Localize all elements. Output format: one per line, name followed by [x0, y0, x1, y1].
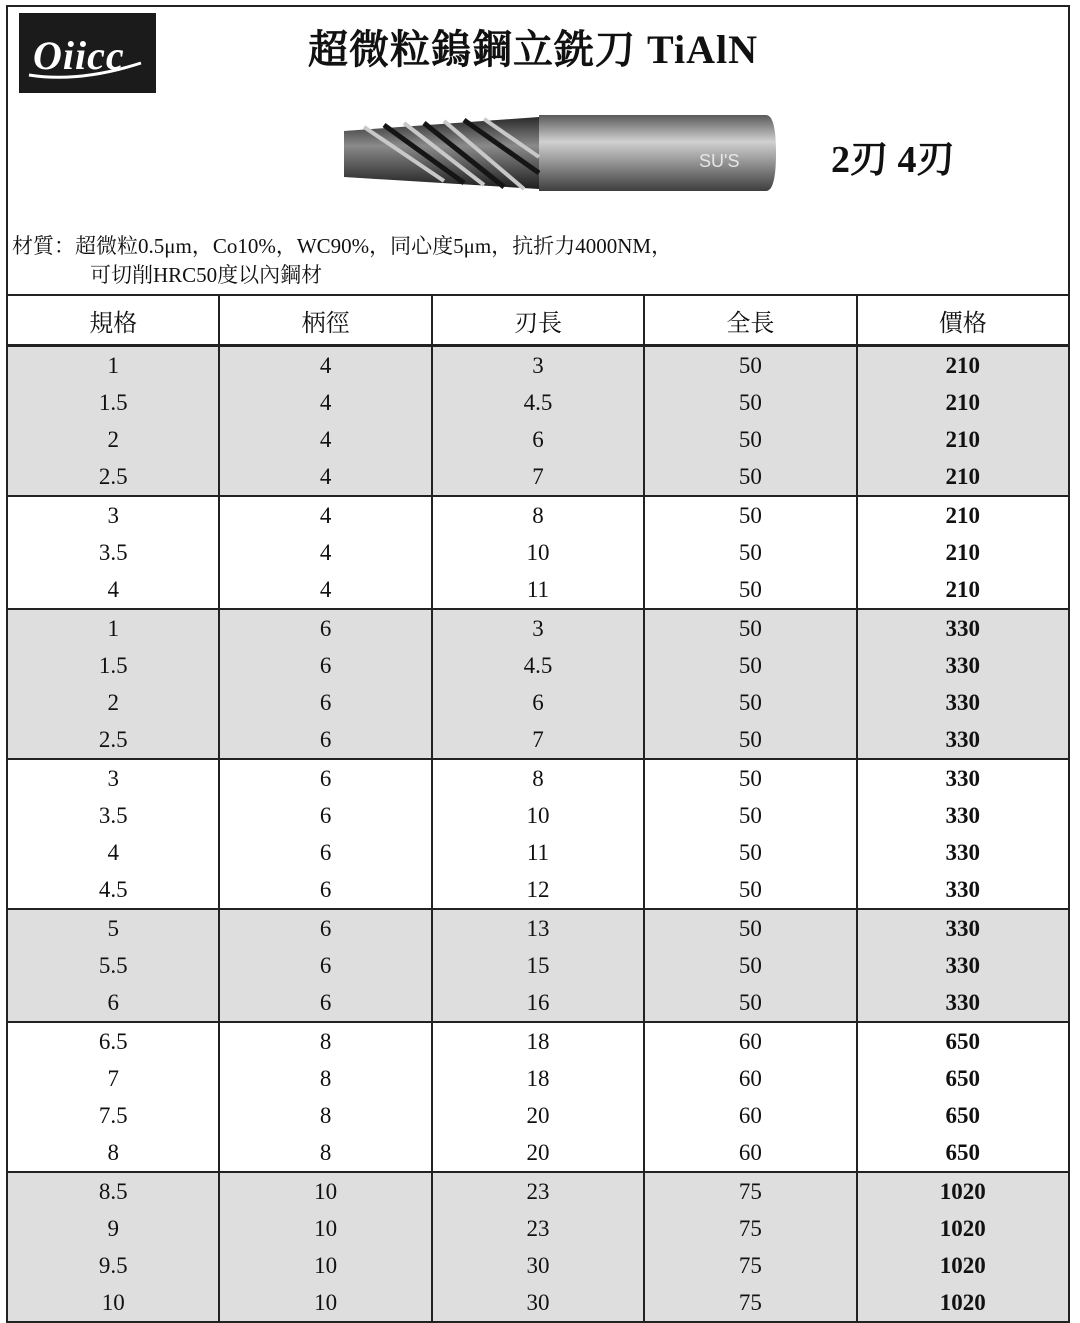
- cell-cut-length: 7: [432, 458, 644, 496]
- cell-spec: 3.5: [7, 534, 219, 571]
- cell-shank-dia: 4: [219, 458, 431, 496]
- cell-shank-dia: 6: [219, 759, 431, 797]
- cell-overall-length: 50: [644, 346, 856, 385]
- cell-shank-dia: 6: [219, 871, 431, 909]
- cell-spec: 3: [7, 759, 219, 797]
- cell-price: 330: [857, 609, 1069, 647]
- table-row: [7, 721, 1069, 759]
- cell-spec: 1: [7, 346, 219, 385]
- cell-spec: 8: [7, 1134, 219, 1172]
- cell-spec: 5: [7, 909, 219, 947]
- svg-text:Oiicc: Oiicc: [33, 33, 125, 78]
- cell-shank-dia: 4: [219, 421, 431, 458]
- cell-cut-length: 30: [432, 1247, 644, 1284]
- cell-cut-length: 23: [432, 1172, 644, 1210]
- cell-shank-dia: 8: [219, 1060, 431, 1097]
- cell-shank-dia: 8: [219, 1022, 431, 1060]
- cell-shank-dia: 8: [219, 1134, 431, 1172]
- cell-price: 330: [857, 871, 1069, 909]
- cell-shank-dia: 6: [219, 984, 431, 1022]
- cell-shank-dia: 10: [219, 1247, 431, 1284]
- cell-spec: 7: [7, 1060, 219, 1097]
- cell-overall-length: 60: [644, 1060, 856, 1097]
- cell-spec: 9: [7, 1210, 219, 1247]
- table-row: [7, 1284, 1069, 1322]
- header-row: [7, 295, 1069, 346]
- cell-shank-dia: 6: [219, 834, 431, 871]
- cell-overall-length: 50: [644, 834, 856, 871]
- material-line-2: 可切削HRC50度以內鋼材: [90, 263, 323, 287]
- table-row: [7, 984, 1069, 1022]
- cell-price: 330: [857, 684, 1069, 721]
- cell-price: 330: [857, 797, 1069, 834]
- cell-overall-length: 50: [644, 496, 856, 534]
- cell-spec: 5.5: [7, 947, 219, 984]
- table-row: [7, 534, 1069, 571]
- cell-cut-length: 11: [432, 834, 644, 871]
- cell-spec: 2.5: [7, 458, 219, 496]
- table-row: [7, 421, 1069, 458]
- table-row: [7, 1172, 1069, 1210]
- header-cut-length: 刃長: [432, 295, 644, 346]
- cell-price: 650: [857, 1134, 1069, 1172]
- table-row: [7, 496, 1069, 534]
- cell-spec: 1.5: [7, 384, 219, 421]
- cell-cut-length: 10: [432, 534, 644, 571]
- cell-overall-length: 50: [644, 421, 856, 458]
- cell-cut-length: 13: [432, 909, 644, 947]
- cell-overall-length: 75: [644, 1210, 856, 1247]
- table-row: [7, 871, 1069, 909]
- cell-spec: 7.5: [7, 1097, 219, 1134]
- cell-spec: 4: [7, 834, 219, 871]
- cell-shank-dia: 4: [219, 571, 431, 609]
- table-row: [7, 1247, 1069, 1284]
- cell-price: 330: [857, 947, 1069, 984]
- flute-count-label: 2刃 4刃: [831, 139, 955, 181]
- cell-overall-length: 50: [644, 721, 856, 759]
- cell-overall-length: 50: [644, 647, 856, 684]
- cell-shank-dia: 4: [219, 384, 431, 421]
- cell-spec: 1.5: [7, 647, 219, 684]
- cell-shank-dia: 6: [219, 684, 431, 721]
- cell-price: 330: [857, 759, 1069, 797]
- cell-overall-length: 50: [644, 947, 856, 984]
- brand-logo: [19, 13, 156, 93]
- cell-overall-length: 60: [644, 1134, 856, 1172]
- cell-price: 330: [857, 909, 1069, 947]
- cell-spec: 9.5: [7, 1247, 219, 1284]
- cell-cut-length: 12: [432, 871, 644, 909]
- cell-spec: 3.5: [7, 797, 219, 834]
- table-row: [7, 1097, 1069, 1134]
- cell-cut-length: 30: [432, 1284, 644, 1322]
- cell-cut-length: 3: [432, 346, 644, 385]
- cell-overall-length: 50: [644, 797, 856, 834]
- table-row: [7, 1022, 1069, 1060]
- cell-price: 1020: [857, 1284, 1069, 1322]
- spec-table: [6, 294, 1070, 1323]
- table-row: [7, 947, 1069, 984]
- cell-spec: 8.5: [7, 1172, 219, 1210]
- table-row: [7, 609, 1069, 647]
- cell-overall-length: 50: [644, 534, 856, 571]
- table-row: [7, 384, 1069, 421]
- cell-shank-dia: 10: [219, 1210, 431, 1247]
- cell-price: 210: [857, 458, 1069, 496]
- cell-shank-dia: 6: [219, 909, 431, 947]
- table-row: [7, 571, 1069, 609]
- cell-spec: 2: [7, 684, 219, 721]
- cell-overall-length: 50: [644, 571, 856, 609]
- table-row: [7, 1060, 1069, 1097]
- cell-cut-length: 18: [432, 1022, 644, 1060]
- cell-cut-length: 20: [432, 1134, 644, 1172]
- cell-spec: 2.5: [7, 721, 219, 759]
- cell-cut-length: 11: [432, 571, 644, 609]
- cell-shank-dia: 8: [219, 1097, 431, 1134]
- cell-overall-length: 75: [644, 1172, 856, 1210]
- cell-overall-length: 50: [644, 684, 856, 721]
- cell-overall-length: 75: [644, 1247, 856, 1284]
- cell-spec: 2: [7, 421, 219, 458]
- cell-spec: 10: [7, 1284, 219, 1322]
- cell-spec: 6: [7, 984, 219, 1022]
- header-overall-length: 全長: [644, 295, 856, 346]
- table-row: [7, 684, 1069, 721]
- cell-price: 1020: [857, 1210, 1069, 1247]
- cell-cut-length: 8: [432, 496, 644, 534]
- cell-price: 1020: [857, 1172, 1069, 1210]
- cell-price: 210: [857, 384, 1069, 421]
- cell-cut-length: 7: [432, 721, 644, 759]
- cell-overall-length: 50: [644, 609, 856, 647]
- cell-cut-length: 4.5: [432, 384, 644, 421]
- cell-cut-length: 6: [432, 684, 644, 721]
- cell-overall-length: 60: [644, 1097, 856, 1134]
- cell-cut-length: 8: [432, 759, 644, 797]
- cell-price: 330: [857, 647, 1069, 684]
- cell-cut-length: 18: [432, 1060, 644, 1097]
- header-spec: 規格: [7, 295, 219, 346]
- cell-overall-length: 50: [644, 871, 856, 909]
- table-row: [7, 797, 1069, 834]
- tool-marking: SU'S: [699, 151, 740, 171]
- cell-overall-length: 75: [644, 1284, 856, 1322]
- cell-overall-length: 50: [644, 759, 856, 797]
- table-row: [7, 909, 1069, 947]
- cell-overall-length: 50: [644, 384, 856, 421]
- cell-shank-dia: 6: [219, 609, 431, 647]
- end-mill-image: [334, 111, 780, 200]
- cell-price: 210: [857, 496, 1069, 534]
- catalog-sheet: [6, 5, 1070, 1315]
- cell-spec: 3: [7, 496, 219, 534]
- table-row: [7, 458, 1069, 496]
- cell-cut-length: 16: [432, 984, 644, 1022]
- cell-shank-dia: 6: [219, 797, 431, 834]
- table-row: [7, 1134, 1069, 1172]
- cell-price: 330: [857, 834, 1069, 871]
- cell-overall-length: 50: [644, 458, 856, 496]
- cell-shank-dia: 6: [219, 647, 431, 684]
- table-row: [7, 346, 1069, 385]
- brand-logo-mark: [19, 13, 156, 93]
- cell-cut-length: 4.5: [432, 647, 644, 684]
- header-price: 價格: [857, 295, 1069, 346]
- cell-shank-dia: 6: [219, 947, 431, 984]
- cell-price: 650: [857, 1022, 1069, 1060]
- cell-overall-length: 50: [644, 984, 856, 1022]
- cell-price: 650: [857, 1060, 1069, 1097]
- cell-spec: 4: [7, 571, 219, 609]
- cell-price: 330: [857, 984, 1069, 1022]
- table-row: [7, 759, 1069, 797]
- cell-overall-length: 50: [644, 909, 856, 947]
- cell-shank-dia: 4: [219, 346, 431, 385]
- cell-price: 650: [857, 1097, 1069, 1134]
- cell-price: 210: [857, 571, 1069, 609]
- header-shank-dia: 柄徑: [219, 295, 431, 346]
- cell-cut-length: 23: [432, 1210, 644, 1247]
- cell-shank-dia: 4: [219, 534, 431, 571]
- cell-shank-dia: 6: [219, 721, 431, 759]
- cell-shank-dia: 4: [219, 496, 431, 534]
- table-row: [7, 647, 1069, 684]
- cell-cut-length: 10: [432, 797, 644, 834]
- cell-price: 330: [857, 721, 1069, 759]
- cell-spec: 1: [7, 609, 219, 647]
- cell-price: 210: [857, 421, 1069, 458]
- table-row: [7, 1210, 1069, 1247]
- table-row: [7, 834, 1069, 871]
- page-title: 超微粒鎢鋼立銑刀 TiAlN: [308, 27, 758, 72]
- cell-cut-length: 15: [432, 947, 644, 984]
- cell-shank-dia: 10: [219, 1172, 431, 1210]
- cell-spec: 4.5: [7, 871, 219, 909]
- cell-cut-length: 20: [432, 1097, 644, 1134]
- cell-cut-length: 3: [432, 609, 644, 647]
- material-line-1: 材質：超微粒0.5μm，Co10%，WC90%，同心度5μm，抗折力4000NM，: [12, 234, 673, 258]
- cell-price: 210: [857, 534, 1069, 571]
- cell-spec: 6.5: [7, 1022, 219, 1060]
- cell-price: 1020: [857, 1247, 1069, 1284]
- cell-overall-length: 60: [644, 1022, 856, 1060]
- material-spec: [12, 232, 672, 290]
- cell-price: 210: [857, 346, 1069, 385]
- cell-cut-length: 6: [432, 421, 644, 458]
- cell-shank-dia: 10: [219, 1284, 431, 1322]
